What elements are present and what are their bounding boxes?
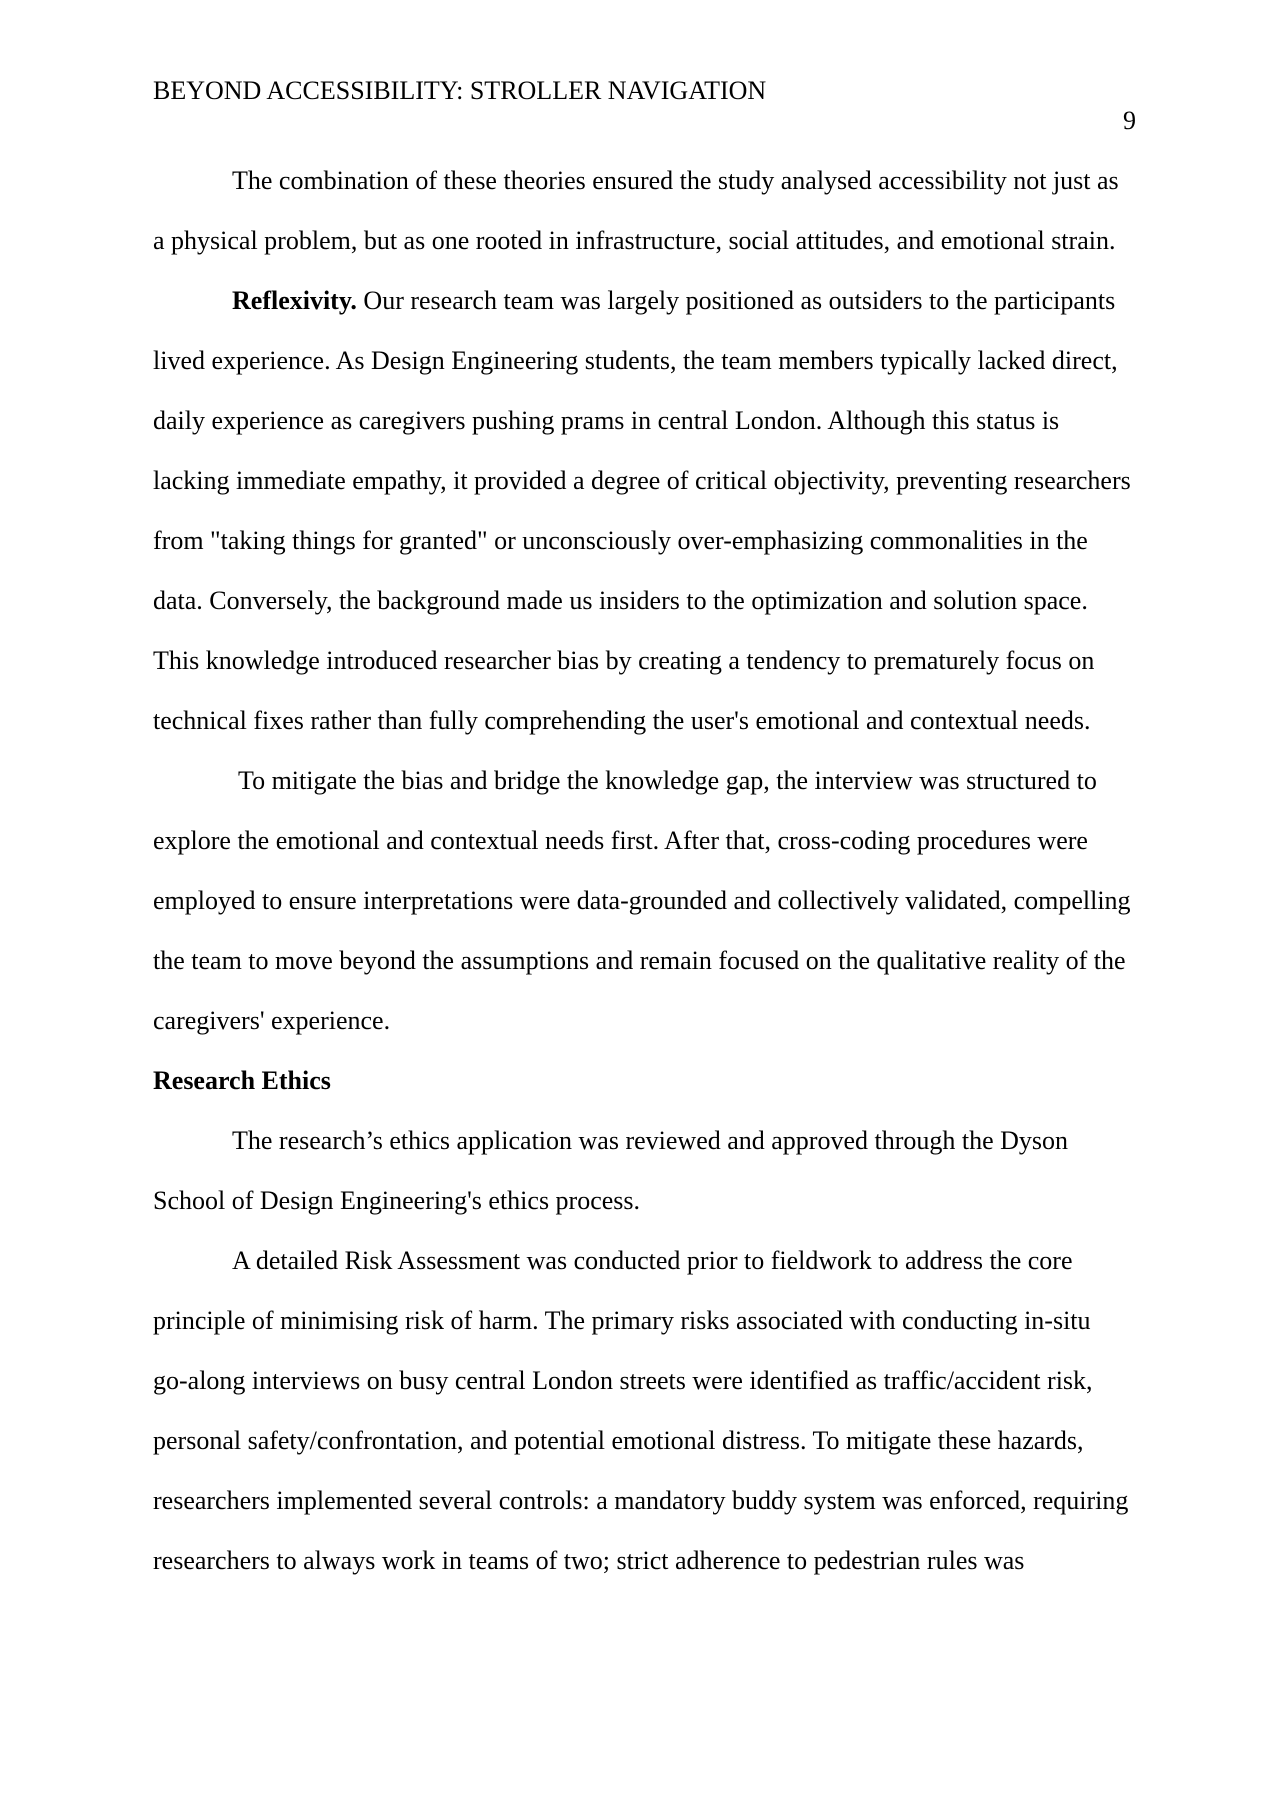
paragraph-line: researchers to always work in teams of two; strict adherence to pedestrian rules was xyxy=(153,1546,1025,1575)
paragraph-line: The research’s ethics application was reviewed and approved through the Dyson xyxy=(232,1126,1069,1155)
paragraph-line: researchers implemented several controls: a mandatory buddy system was enforced, requiring xyxy=(153,1486,1129,1515)
paragraph-line: from "taking things for granted" or unconsciously over-emphasizing commonalities in the xyxy=(153,526,1088,555)
paragraph-line: go-along interviews on busy central London streets were identified as traffic/accident risk, xyxy=(153,1366,1093,1395)
paragraph-line: lacking immediate empathy, it provided a degree of critical objectivity, preventing researchers xyxy=(153,466,1131,495)
body-text xyxy=(153,165,1138,1605)
paragraph-line: a physical problem, but as one rooted in infrastructure, social attitudes, and emotional strain. xyxy=(153,226,1116,255)
paragraph-line: The combination of these theories ensured the study analysed accessibility not just as xyxy=(232,166,1119,195)
paragraph-line: the team to move beyond the assumptions and remain focused on the qualitative reality of the xyxy=(153,946,1126,975)
paragraph-line: caregivers' experience. xyxy=(153,1006,391,1035)
paragraph-line: lived experience. As Design Engineering students, the team members typically lacked direct, xyxy=(153,346,1118,375)
paragraph-line: This knowledge introduced researcher bias by creating a tendency to prematurely focus on xyxy=(153,646,1095,675)
run-in-heading-reflexivity: Reflexivity. xyxy=(232,286,357,315)
paragraph-line: daily experience as caregivers pushing prams in central London. Although this status is xyxy=(153,406,1060,435)
paragraph-line: To mitigate the bias and bridge the knowledge gap, the interview was structured to xyxy=(238,766,1097,795)
paragraph-line: A detailed Risk Assessment was conducted prior to fieldwork to address the core xyxy=(232,1246,1073,1275)
paragraph-line: principle of minimising risk of harm. The primary risks associated with conducting in-situ xyxy=(153,1306,1091,1335)
paragraph-line: School of Design Engineering's ethics process. xyxy=(153,1186,641,1215)
paragraph-line: data. Conversely, the background made us insiders to the optimization and solution space. xyxy=(153,586,1088,615)
paragraph-line: employed to ensure interpretations were data-grounded and collectively validated, compelling xyxy=(153,886,1131,915)
paragraph-text: Our research team was largely positioned as outsiders to the participants xyxy=(356,286,1116,315)
paragraph-line: explore the emotional and contextual needs first. After that, cross-coding procedures were xyxy=(153,826,1088,855)
section-heading-research-ethics: Research Ethics xyxy=(153,1066,331,1095)
running-head: BEYOND ACCESSIBILITY: STROLLER NAVIGATION xyxy=(153,76,767,105)
paragraph-line xyxy=(153,285,1138,345)
paragraph-line: technical fixes rather than fully comprehending the user's emotional and contextual needs. xyxy=(153,706,1091,735)
page-number: 9 xyxy=(1123,106,1136,135)
paragraph-line: personal safety/confrontation, and potential emotional distress. To mitigate these hazards, xyxy=(153,1426,1084,1455)
